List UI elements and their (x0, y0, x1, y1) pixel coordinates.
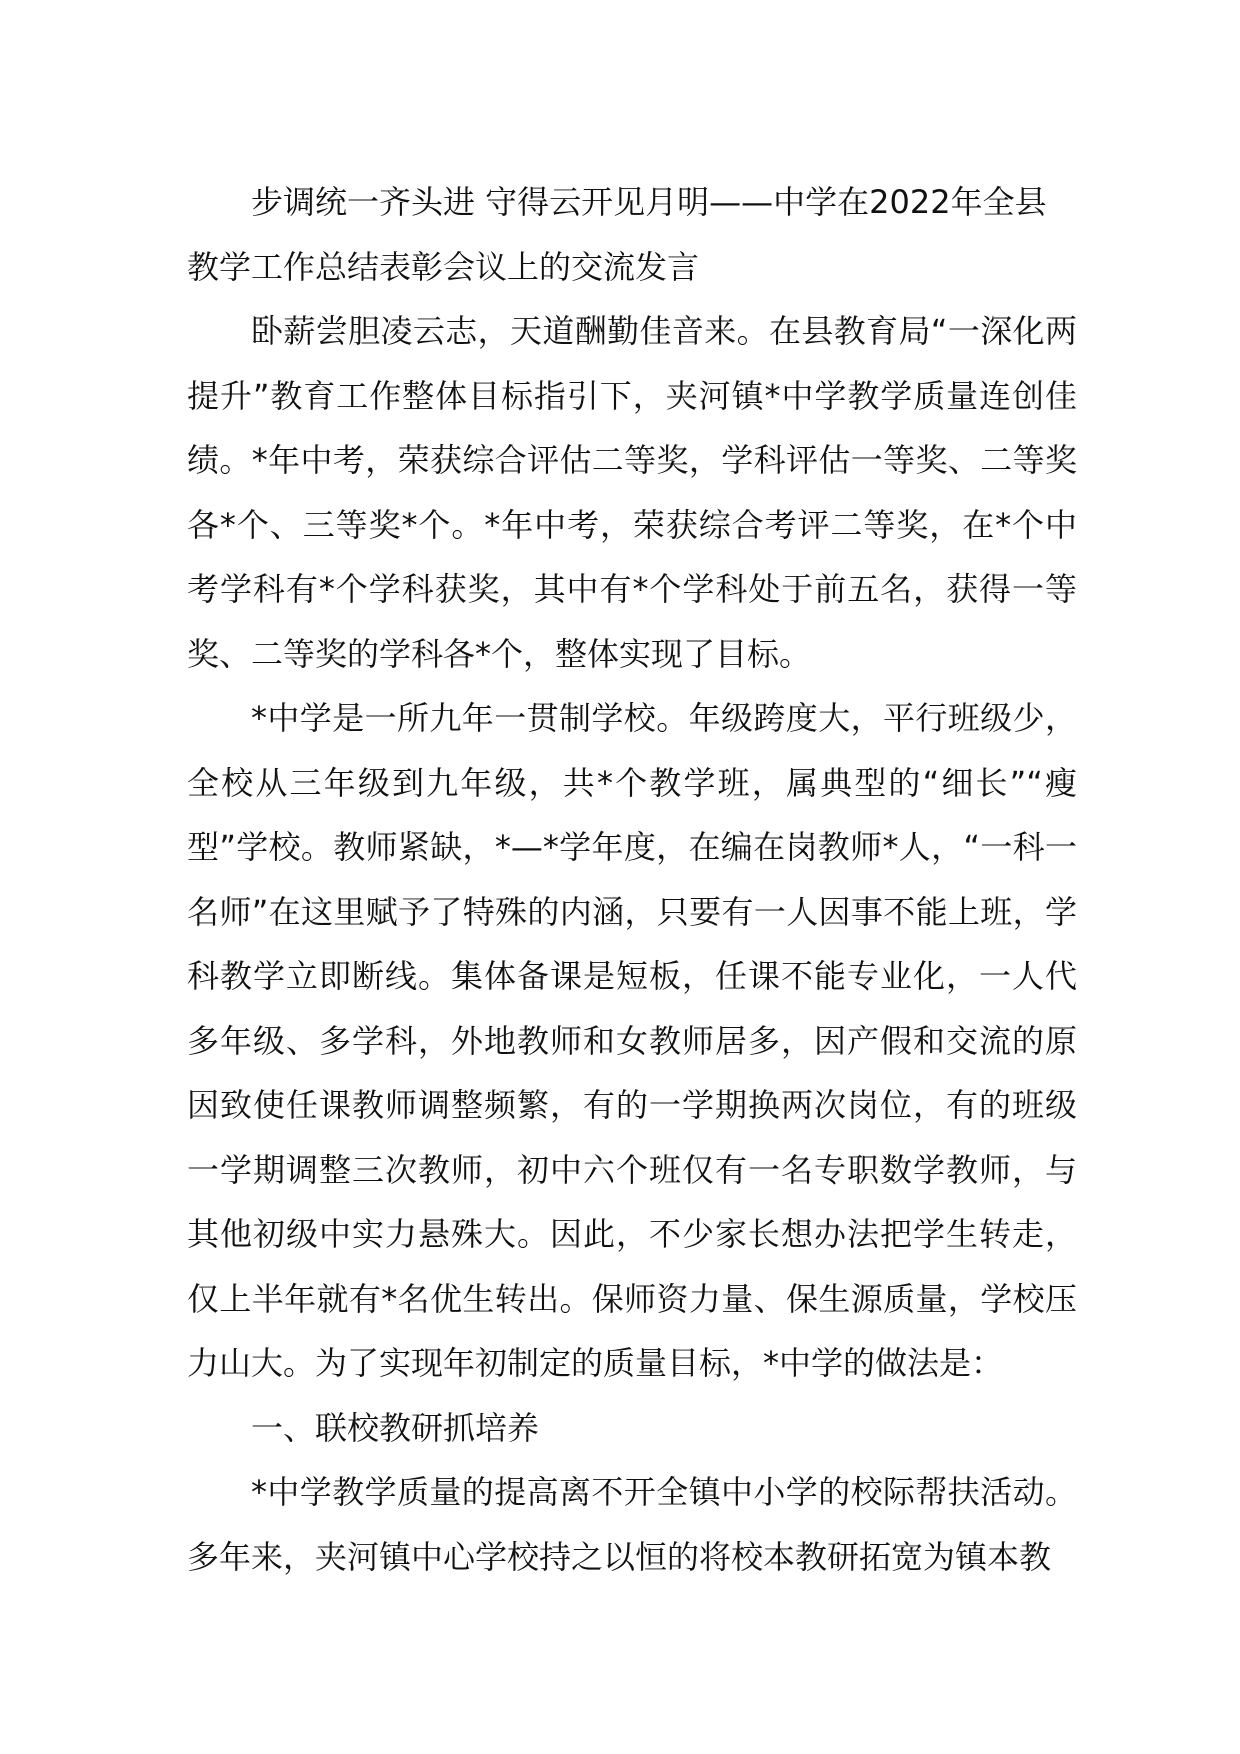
section-heading: 一、联校教研抓培养 (251, 1408, 540, 1447)
document-body (187, 170, 1077, 1589)
paragraph-intro: 卧薪尝胆凌云志，天道酬勤佳音来。在县教育局“一深化两提升”教育工作整体目标指引下，夹河镇*中学教学质量连创佳绩。*年中考，荣获综合评估二等奖，学科评估一等奖、二等奖各*个、三等奖*个。*年中考，荣获综合考评二等奖，在*个中考学科有*个学科获奖，其中有*个学科处于前五名，获得一等奖、二等奖的学科各*个，整体实现了目标。 (187, 312, 1077, 673)
paragraph-section-one: *中学教学质量的提高离不开全镇中小学的校际帮扶活动。多年来，夹河镇中心学校持之以恒的将校本教研拓宽为镇本教 (187, 1473, 1077, 1576)
document-title: 步调统一齐头进 守得云开见月明——中学在2022年全县教学工作总结表彰会议上的交流发言 (187, 183, 1047, 286)
paragraph-school-background: *中学是一所九年一贯制学校。年级跨度大，平行班级少，全校从三年级到九年级，共*个教学班，属典型的“细长”“瘦型”学校。教师紧缺，*—*学年度，在编在岗教师*人，“一科一名师”在这里赋予了特殊的内涵，只要有一人因事不能上班，学科教学立即断线。集体备课是短板，任课不能专业化，一人代多年级、多学科，外地教师和女教师居多，因产假和交流的原因致使任课教师调整频繁，有的一学期换两次岗位，有的班级一学期调整三次教师，初中六个班仅有一名专职数学教师，与其他初级中实力悬殊大。因此，不少家长想办法把学生转走，仅上半年就有*名优生转出。保师资力量、保生源质量，学校压力山大。为了实现年初制定的质量目标，*中学的做法是： (187, 699, 1077, 1382)
